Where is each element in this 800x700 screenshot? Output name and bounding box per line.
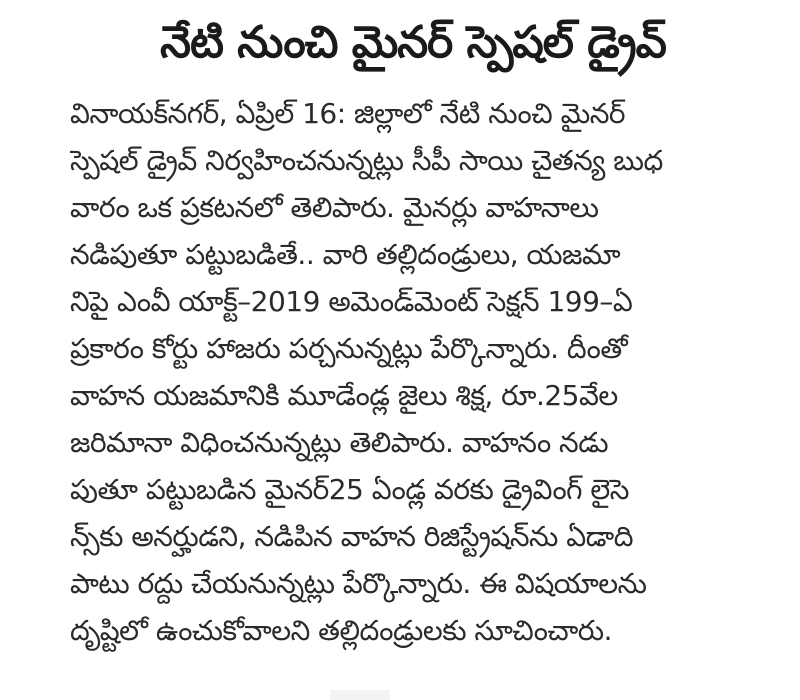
article-body [70, 90, 756, 654]
article-line: పుతూ పట్టుబడిన మైనర్25 ఏండ్ల వరకు డ్రైవింగ్ లైసె [70, 473, 629, 506]
article-line: జరిమానా విధించనున్నట్లు తెలిపారు. వాహనం నడు [70, 426, 609, 459]
article-line: వినాయక్‌నగర్, ఏప్రిల్ 16: జిల్లాలో నేటి నుంచి మైనర్ [70, 97, 625, 130]
article-line: పాటు రద్దు చేయనున్నట్లు పేర్కొన్నారు. ఈ విషయాలను [70, 567, 647, 600]
article-line: దృష్టిలో ఉంచుకోవాలని తల్లిదండ్రులకు సూచించారు. [70, 614, 612, 647]
article-line: న్స్‌కు అనర్హుడని, నడిపిన వాహన రిజిస్ట్రేషన్‌ను ఏడాది [70, 520, 633, 553]
page-edge-mark [330, 690, 390, 700]
article-line: వాహన యజమానికి మూడేండ్ల జైలు శిక్ష, రూ.25వేల [70, 379, 618, 412]
article-line: నడిపుతూ పట్టుబడితే.. వారి తల్లిదండ్రులు, యజమా [70, 238, 621, 271]
article-line: స్పెషల్ డ్రైవ్ నిర్వహించనున్నట్లు సీపీ సాయి చైతన్య బుధ [70, 144, 663, 177]
headline: నేటి నుంచి మైనర్ స్పెషల్ డ్రైవ్ [160, 17, 666, 68]
article-line: ప్రకారం కోర్టు హాజరు పర్చనున్నట్లు పేర్కొన్నారు. దీంతో [70, 332, 628, 365]
article-line: వారం ఒక ప్రకటనలో తెలిపారు. మైనర్లు వాహనాలు [70, 191, 599, 224]
article-line: నిపై ఎంవీ యాక్ట్–2019 అమెండ్‌మెంట్ సెక్షన్ 199–ఏ [70, 285, 633, 318]
